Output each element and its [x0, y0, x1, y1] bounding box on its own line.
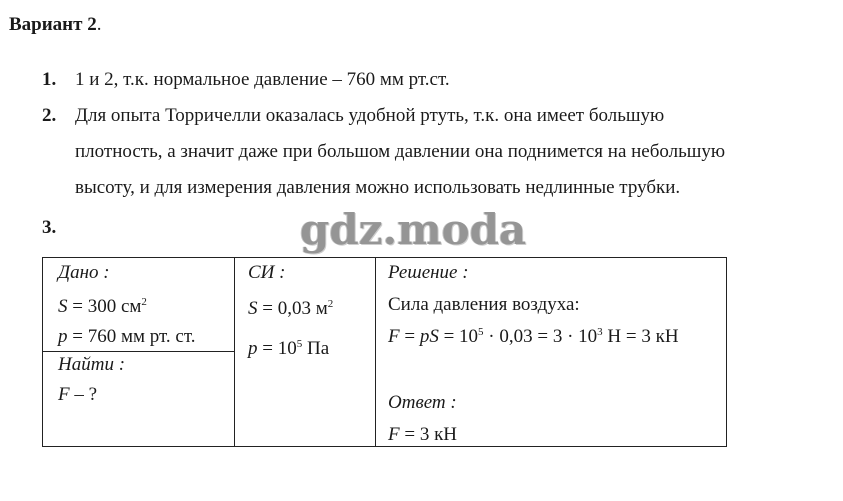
- item-text-line-1: Для опыта Торричелли оказалась удобной ртуть, т.к. она имеет большую: [75, 105, 665, 126]
- si-label: СИ :: [248, 262, 286, 283]
- item-number: 3.: [42, 217, 57, 238]
- item-number: 1.: [42, 69, 57, 90]
- item-number: 2.: [42, 105, 57, 126]
- dano-pressure: p = 760 мм рт. ст.: [58, 326, 196, 347]
- otvet-label: Ответ :: [388, 392, 457, 413]
- column-divider-1: [234, 258, 235, 446]
- reshenie-label: Решение :: [388, 262, 469, 283]
- otvet-value: F = 3 кН: [388, 424, 458, 445]
- heading-dot: .: [96, 14, 102, 35]
- solution-table: [42, 257, 727, 447]
- dano-area: S = 300 $см^2$: [58, 296, 147, 317]
- item-text-line-2: плотность, а значит даже при большом давлении она поднимется на небольшую: [75, 141, 726, 162]
- item-text-line-3: высоту, и для измерения давления можно использовать недлинные трубки.: [75, 177, 681, 198]
- nayti-label: Найти :: [58, 354, 126, 375]
- si-pressure: $p = 10^5$ Па: [248, 338, 330, 359]
- dano-label: Дано :: [58, 262, 110, 283]
- reshenie-formula: F = pS = $10^5 \cdot 0,03 = 3 \cdot 10^3$ Н = 3 кН: [388, 326, 679, 347]
- reshenie-line-1: Сила давления воздуха:: [388, 294, 580, 315]
- watermark: gdz.moda: [300, 205, 527, 254]
- item-text: 1 и 2, т.к. нормальное давление – 760 мм рт.ст.: [75, 69, 450, 90]
- column-divider-2: [375, 258, 376, 446]
- si-area: S = 0,03 $м^2$: [248, 298, 334, 319]
- nayti-force: F – ?: [58, 384, 98, 405]
- row-divider: [43, 351, 234, 352]
- variant-title: Вариант 2: [9, 14, 97, 35]
- variant-heading: [9, 14, 101, 36]
